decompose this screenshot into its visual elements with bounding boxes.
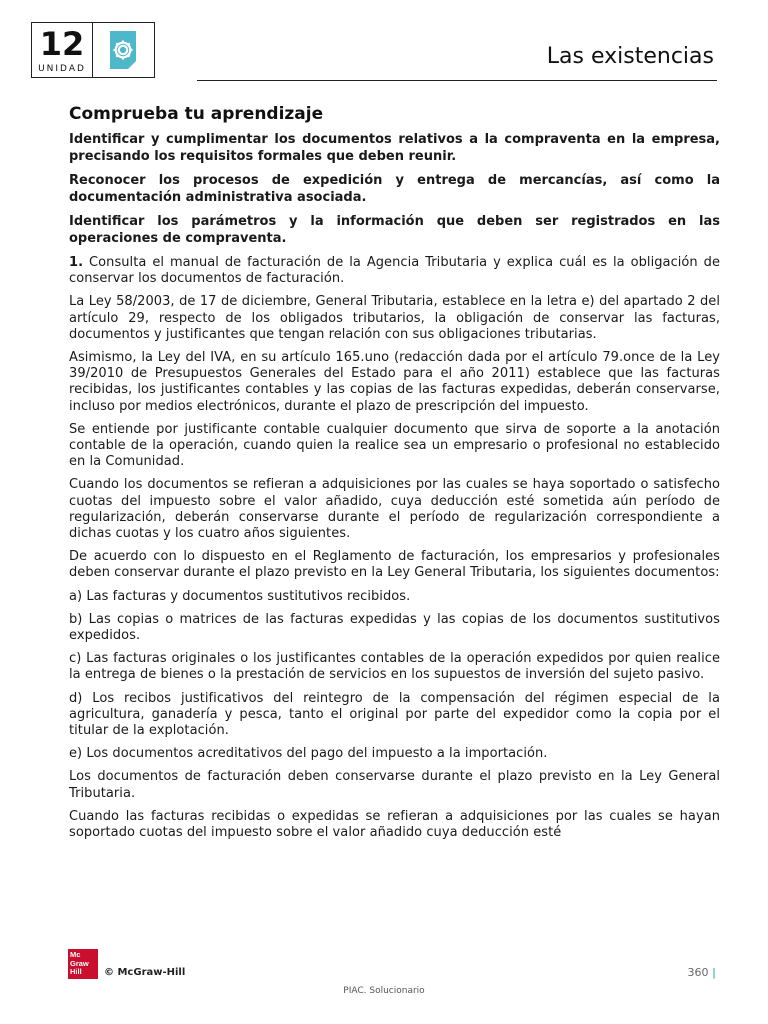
unit-number: 12 (39, 25, 85, 63)
question-text: Consulta el manual de facturación de la Agencia Tributaria y explica cuál es la obligación de conservar los documentos de facturación. (69, 255, 720, 287)
copyright-notice: © McGraw-Hill (104, 967, 186, 978)
page-number-bar: | (711, 966, 716, 979)
answer-paragraph: Cuando las facturas recibidas o expedidas se refieran a adquisiciones por las cuales se hayan soportado cuotas del impuesto sobre el valor añadido cuya deducción esté (69, 808, 720, 841)
objective-2: Reconocer los procesos de expedición y entrega de mercancías, así como la documentación administrativa asociada. (69, 173, 720, 205)
objective-1: Identificar y cumplimentar los documentos relativos a la compraventa en la empresa, precisando los requisitos formales que deben reunir. (69, 132, 720, 164)
answer-paragraph: De acuerdo con lo dispuesto en el Reglamento de facturación, los empresarios y profesionales deben conservar durante el plazo previsto en la Ley General Tributaria, los siguientes documentos: (69, 549, 720, 581)
objective-3: Identificar los parámetros y la información que deben ser registrados en las operaciones de compraventa. (69, 214, 720, 246)
chapter-title: Las existencias (546, 44, 714, 69)
mcgraw-hill-logo (68, 949, 98, 979)
answer-paragraph: Se entiende por justificante contable cualquier documento que sirva de soporte a la anotación contable de la operación, cuando quien la realice sea un empresario o profesional no establecido en la Comunidad. (69, 421, 720, 470)
unit-icon-box (93, 22, 155, 78)
page-fold-decoration (128, 61, 136, 69)
list-item-c: c) Las facturas originales o los justificantes contables de la operación expedidos por quien realice la entrega de bienes o la prestación de servicios en los supuestos de inversión del sujeto pasivo. (69, 651, 720, 683)
question-number: 1. (69, 255, 84, 270)
answer-paragraph: Cuando los documentos se refieran a adquisiciones por las cuales se haya soportado o satisfecho cuotas del impuesto sobre el valor añadido, cuya deducción esté sometida aún período de regularización, deberán conservarse durante el período de regularización correspondiente a dichas cuotas y los cuatro años siguientes. (69, 477, 720, 542)
header-divider (197, 80, 717, 81)
answer-paragraph: La Ley 58/2003, de 17 de diciembre, General Tributaria, establece en la letra e) del apartado 2 del artículo 29, respecto de los obligados tributarios, la obligación de conservar las facturas, documentos y justificantes que tengan relación con sus obligaciones tributarias. (69, 294, 720, 342)
logo-line: Graw (70, 958, 89, 968)
footer-caption: PIAC. Solucionario (343, 986, 425, 996)
unit-label: UNIDAD (38, 64, 86, 74)
list-item-d: d) Los recibos justificativos del reintegro de la compensación del régimen especial de la agricultura, ganadería y pesca, tanto el original por parte del expedidor como la copia por el titular de la explotación. (69, 690, 720, 739)
page-number (687, 966, 716, 979)
page-number-value: 360 (687, 966, 709, 979)
answer-paragraph: Los documentos de facturación deben conservarse durante el plazo previsto en la Ley General Tributaria. (69, 769, 720, 801)
logo-line: Hill (70, 967, 82, 976)
gear-icon (110, 31, 136, 69)
answer-paragraph: Asimismo, la Ley del IVA, en su artículo 165.uno (redacción dada por el artículo 79.once de la Ley 39/2010 de Presupuestos Generales del Estado para el año 2011) establece que las facturas recibidas, los justificantes contables y las copias de las facturas expedidas, deberán conservarse, incluso por medios electrónicos, durante el plazo de prescripción del impuesto. (69, 350, 720, 414)
list-item-b: b) Las copias o matrices de las facturas expedidas y las copias de los documentos sustitutivos expedidos. (69, 611, 720, 644)
logo-line: Mc (70, 950, 81, 959)
question-1 (69, 255, 720, 287)
list-item-a: a) Las facturas y documentos sustitutivos recibidos. (69, 588, 411, 604)
section-title: Comprueba tu aprendizaje (69, 104, 324, 124)
main-content (69, 104, 720, 848)
unit-badge (31, 22, 93, 78)
list-item-e: e) Los documentos acreditativos del pago del impuesto a la importación. (69, 746, 548, 762)
